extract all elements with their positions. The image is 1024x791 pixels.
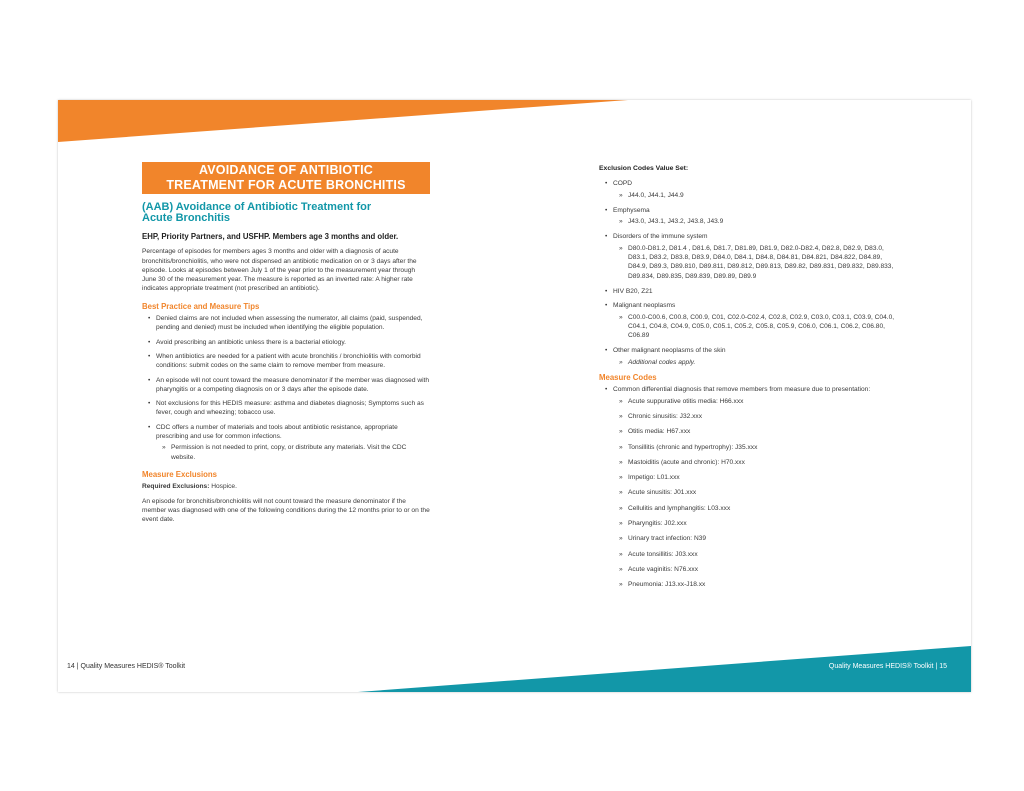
sub-list-item: » J43.0, J43.1, J43.2, J43.8, J43.9 <box>619 217 899 226</box>
sub-list <box>613 191 899 200</box>
sub-list-item: » Additional codes apply. <box>619 358 899 367</box>
sub-list-item: » Acute vaginitis: N76.xxx <box>619 565 899 574</box>
document-spread <box>58 100 971 692</box>
list-item-text: Other malignant neoplasms of the skin <box>613 347 726 355</box>
measure-heading-line2: Acute Bronchitis <box>142 212 231 224</box>
banner-title-line1: AVOIDANCE OF ANTIBIOTIC <box>198 163 374 177</box>
list-item-text: CDC offers a number of materials and tools about antibiotic resistance, appropriate prescribing and use for common infections. <box>156 423 398 441</box>
eligibility: EHP, Priority Partners, and USFHP. Members age 3 months and older. <box>142 232 399 241</box>
list-item: • When antibiotics are needed for a patient with acute bronchitis / bronchiolitis with comorbid conditions: submit codes on the same claim to remove member from measure. <box>148 352 430 371</box>
exclusion-codes-list <box>599 179 899 367</box>
measure-heading-line1: (AAB) Avoidance of Antibiotic Treatment for <box>142 201 372 213</box>
sub-list-item: » Pharyngitis: J02.xxx <box>619 519 899 528</box>
list-item <box>605 346 899 367</box>
orange-header-band <box>58 100 971 145</box>
banner-title-line2: TREATMENT FOR ACUTE BRONCHITIS <box>166 178 406 192</box>
list-item: • HIV B20, Z21 <box>605 287 899 296</box>
list-item-text: Common differential diagnosis that remove members from measure due to presentation: <box>613 386 871 394</box>
list-item: • An episode will not count toward the measure denominator if the member was diagnosed with pharyngitis or a competing diagnosis on or 3 days after the episode date. <box>148 376 430 395</box>
tips-list <box>142 314 430 462</box>
sub-list-item: » Cellulitis and lymphangitis: L03.xxx <box>619 504 899 513</box>
exclusion-codes-heading: Exclusion Codes Value Set: <box>599 165 689 172</box>
sub-list <box>613 313 899 341</box>
list-item-text: Emphysema <box>613 206 650 214</box>
measure-codes-heading: Measure Codes <box>599 373 657 383</box>
measure-codes-list <box>599 385 899 589</box>
list-item <box>605 206 899 227</box>
list-item: • Avoid prescribing an antibiotic unless there is a bacterial etiology. <box>148 338 430 347</box>
tips-heading: Best Practice and Measure Tips <box>142 301 260 311</box>
footer-right: Quality Measures HEDIS® Toolkit | 15 <box>828 663 947 670</box>
sub-list-item: » Impetigo: L01.xxx <box>619 473 899 482</box>
required-exclusions-value: Hospice. <box>209 483 237 491</box>
footer-left: 14 | Quality Measures HEDIS® Toolkit <box>67 663 186 670</box>
sub-list-item: » Tonsillitis (chronic and hypertrophy): J35.xxx <box>619 443 899 452</box>
sub-list-item: » C00.0-C00.6, C00.8, C00.9, C01, C02.0-C02.4, C02.8, C02.9, C03.0, C03.1, C03.9, C04.0, C04.1, C04.8, C04.9, C05.0, C05.1, C05.2, C05.8, C05.9, C06.0, C06.1, C06.2, C06.80, C06.89 <box>619 313 899 341</box>
sub-list <box>156 443 430 462</box>
banner-title <box>142 162 430 194</box>
measure-description: Percentage of episodes for members ages 3 months and older with a diagnosis of acute bronchitis/bronchiolitis, who were not dispensed an antibiotic medication on or 3 days after the episode. Looks at episodes between July 1 of the year prior to the measurement year through June 30 of the measurement year. The measure is reported as an inverted rate: A higher rate indicates appropriate treatment (not prescribed an antibiotic). <box>142 248 417 293</box>
sub-list-item: » D80.0-D81.2, D81.4 , D81.6, D81.7, D81.89, D81.9, D82.0-D82.4, D82.8, D82.9, D83.0, D83.1, D83.2, D83.8, D83.9, D84.0, D84.1, D84.8, D84.81, D84.821, D84.822, D84.89, D84.9, D89.3, D89.810, D89.811, D89.812, D89.813, D89.82, D89.831, D89.832, D89.833, D89.834, D89.835, D89.839, D89.89, D89.9 <box>619 244 899 281</box>
sub-list-item: » Permission is not needed to print, copy, or distribute any materials. Visit the CDC website. <box>162 443 430 462</box>
list-item: • Not exclusions for this HEDIS measure: asthma and diabetes diagnosis; Symptoms such as fever, cough and wheezing; tobacco use. <box>148 399 430 418</box>
list-item <box>605 232 899 280</box>
exclusions-text: An episode for bronchitis/bronchiolitis will not count toward the measure denominator if the member was diagnosed with one of the following conditions during the 12 months prior to or on the event date. <box>142 497 430 524</box>
sub-list <box>613 244 899 281</box>
differentials-list <box>613 397 899 590</box>
exclusions-heading: Measure Exclusions <box>142 469 217 479</box>
list-item-text: Malignant neoplasms <box>613 302 676 310</box>
list-item <box>605 301 899 340</box>
right-page <box>599 164 899 596</box>
sub-list-item: » Chronic sinusitis: J32.xxx <box>619 412 899 421</box>
sub-list-item: » J44.0, J44.1, J44.9 <box>619 191 899 200</box>
sub-list-item: » Urinary tract infection: N39 <box>619 534 899 543</box>
list-item: • Denied claims are not included when assessing the numerator, all claims (paid, suspended, pending and denied) must be included when identifying the eligible population. <box>148 314 430 333</box>
sub-list <box>613 358 899 367</box>
sub-list-item: » Acute suppurative otitis media: H66.xxx <box>619 397 899 406</box>
left-page <box>142 202 430 529</box>
sub-list-item: » Acute tonsillitis: J03.xxx <box>619 550 899 559</box>
sub-list <box>613 217 899 226</box>
list-item-text: COPD <box>613 180 633 188</box>
list-item-text: Disorders of the immune system <box>613 233 708 241</box>
sub-list-item: » Mastoiditis (acute and chronic): H70.xxx <box>619 458 899 467</box>
list-item <box>605 179 899 200</box>
sub-list-item: » Pneumonia: J13.xx-J18.xx <box>619 580 899 589</box>
list-item <box>605 385 899 589</box>
measure-heading <box>142 202 430 224</box>
sub-list-item: » Otitis media: H67.xxx <box>619 427 899 436</box>
required-exclusions-label: Required Exclusions: <box>142 483 210 491</box>
sub-list-item: » Acute sinusitis: J01.xxx <box>619 488 899 497</box>
required-exclusions <box>142 482 430 491</box>
list-item <box>148 423 430 462</box>
